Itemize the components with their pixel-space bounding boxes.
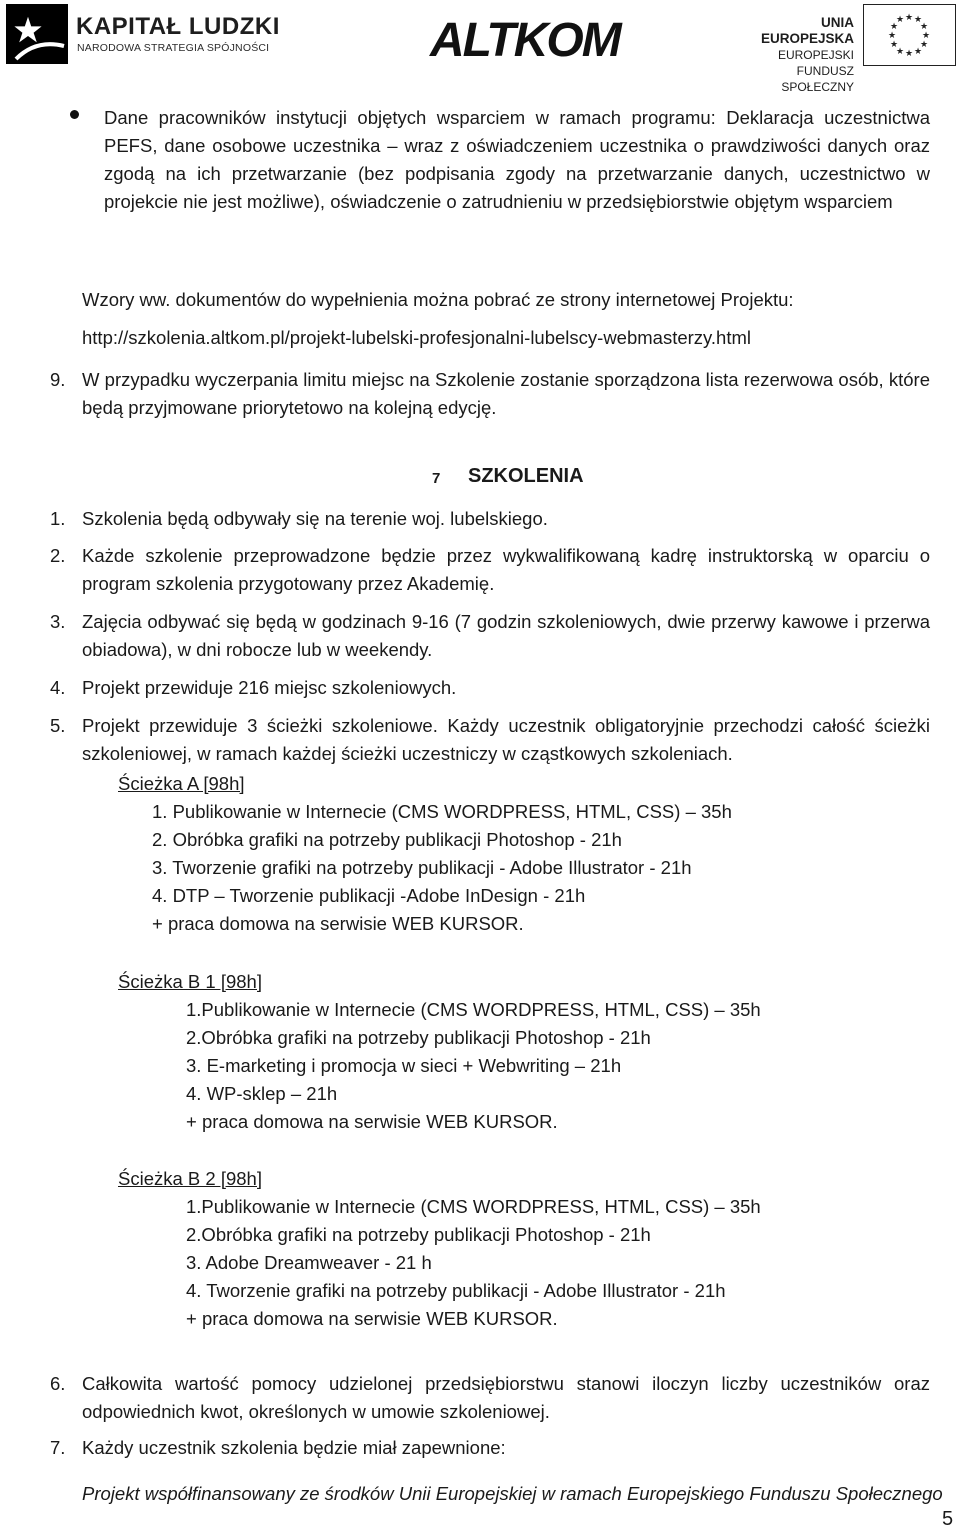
item-5-number: 5. — [50, 715, 66, 736]
item-5-text: Projekt przewiduje 3 ścieżki szkoleniowe. Każdy uczestnik obligatoryjnie przechodzi całość ścieżki szkoleniowej, w ramach każdej ścieżki uczestniczy w cząstkowych szkoleniach. — [82, 715, 930, 764]
eu-line-2: EUROPEJSKI — [777, 48, 854, 62]
altkom-logo: ALTKOM — [430, 14, 620, 67]
path-b1-line-1: 1.Publikowanie w Internecie (CMS WORDPRESS, HTML, CSS) – 35h — [186, 999, 761, 1020]
kapital-ludzki-title: KAPITAŁ LUDZKI — [76, 13, 280, 40]
path-b2-line-2: 2.Obróbka grafiki na potrzeby publikacji Photoshop - 21h — [186, 1224, 651, 1245]
path-a-line-1: 1. Publikowanie w Internecie (CMS WORDPRESS, HTML, CSS) – 35h — [152, 801, 732, 822]
path-a-line-2: 2. Obróbka grafiki na potrzeby publikacji Photoshop - 21h — [152, 829, 622, 850]
path-b2-homework: + praca domowa na serwisie WEB KURSOR. — [186, 1308, 558, 1329]
svg-text:★: ★ — [913, 47, 923, 57]
kapital-ludzki-subtitle: NARODOWA STRATEGIA SPÓJNOŚCI — [77, 42, 270, 54]
templates-text: Wzory ww. dokumentów do wypełnienia można pobrać ze strony internetowej Projektu: — [82, 289, 794, 310]
bullet-paragraph: Dane pracowników instytucji objętych wsparciem w ramach programu: Deklaracja uczestnictwa PEFS, dane osobowe uczestnika – wraz z oświadczeniem uczestnika o prawdziwości danych oraz zgodą na ich przetwarzanie (bez podpisania zgody na przetwarzanie danych, uczestnictwo w projekcie nie jest możliwe), oświadczenie o zatrudnieniu w przedsiębiorstwie objętym wsparciem — [104, 107, 930, 212]
item-6-text: Całkowita wartość pomocy udzielonej przedsiębiorstwu stanowi iloczyn liczby uczestników oraz odpowiednich kwot, określonych w umowie szkoleniowej. — [82, 1373, 930, 1422]
item-3-number: 3. — [50, 611, 66, 632]
item-2-text: Każde szkolenie przeprowadzone będzie przez wykwalifikowaną kadrę instruktorską w oparciu o program szkolenia przygotowany przez Akademię. — [82, 545, 930, 594]
item-9-number: 9. — [50, 369, 66, 390]
path-b1-line-4: 4. WP-sklep – 21h — [186, 1083, 338, 1104]
path-a-line-3: 3. Tworzenie grafiki na potrzeby publikacji - Adobe Illustrator - 21h — [152, 857, 692, 878]
svg-text:★: ★ — [889, 22, 899, 32]
path-a-homework: + praca domowa na serwisie WEB KURSOR. — [152, 913, 524, 934]
path-b2-line-1: 1.Publikowanie w Internecie (CMS WORDPRESS, HTML, CSS) – 35h — [186, 1196, 761, 1217]
svg-text:★: ★ — [904, 49, 914, 59]
item-9-text: W przypadku wyczerpania limitu miejsc na Szkolenie zostanie sporządzona lista rezerwowa osób, które będą przyjmowane priorytetowo na kolejną edycję. — [82, 369, 930, 418]
item-1-number: 1. — [50, 508, 66, 529]
item-4-number: 4. — [50, 677, 66, 698]
path-b1-line-3: 3. E-marketing i promocja w sieci + Webwriting – 21h — [186, 1055, 622, 1076]
eu-line-1: UNIA EUROPEJSKA — [760, 15, 854, 46]
svg-text:★: ★ — [919, 22, 929, 32]
svg-text:★: ★ — [919, 40, 929, 50]
item-7-text: Każdy uczestnik szkolenia będzie miał zapewnione: — [82, 1437, 506, 1458]
section-title: SZKOLENIA — [468, 465, 584, 487]
eu-line-3: FUNDUSZ SPOŁECZNY — [781, 64, 854, 94]
eu-flag-icon — [863, 4, 956, 66]
svg-text:★: ★ — [887, 31, 897, 41]
item-2-number: 2. — [50, 545, 66, 566]
svg-text:★: ★ — [889, 40, 899, 50]
section-number: 7 — [432, 470, 441, 487]
path-b2-title: Ścieżka B 2 [98h] — [118, 1168, 262, 1189]
path-a-line-4: 4. DTP – Tworzenie publikacji -Adobe InDesign - 21h — [152, 885, 586, 906]
item-4-text: Projekt przewiduje 216 miejsc szkoleniowych. — [82, 677, 457, 698]
templates-link[interactable]: http://szkolenia.altkom.pl/projekt-lubelski-profesjonalni-lubelscy-webmasterzy.html — [82, 327, 752, 348]
footer-funding-note: Projekt współfinansowany ze środków Unii Europejskiej w ramach Europejskiego Funduszu Społecznego — [82, 1483, 943, 1504]
kapital-ludzki-logo — [6, 4, 68, 64]
item-7-number: 7. — [50, 1437, 66, 1458]
path-b2-line-3: 3. Adobe Dreamweaver - 21 h — [186, 1252, 432, 1273]
path-b1-line-2: 2.Obróbka grafiki na potrzeby publikacji Photoshop - 21h — [186, 1027, 651, 1048]
star-figure-icon — [6, 4, 68, 64]
eu-fund-label — [736, 15, 854, 95]
item-6-number: 6. — [50, 1373, 66, 1394]
svg-text:★: ★ — [904, 13, 914, 23]
item-3-text: Zajęcia odbywać się będą w godzinach 9-16 (7 godzin szkoleniowych, dwie przerwy kawowe i przerwa obiadowa), w dni robocze lub w weekendy. — [82, 611, 930, 660]
svg-text:★: ★ — [913, 15, 923, 25]
svg-text:★: ★ — [895, 15, 905, 25]
path-b2-line-4: 4. Tworzenie grafiki na potrzeby publikacji - Adobe Illustrator - 21h — [186, 1280, 726, 1301]
path-b1-homework: + praca domowa na serwisie WEB KURSOR. — [186, 1111, 558, 1132]
svg-text:★: ★ — [895, 47, 905, 57]
bullet-icon — [70, 110, 79, 119]
page-number: 5 — [942, 1508, 954, 1530]
path-b1-title: Ścieżka B 1 [98h] — [118, 971, 262, 992]
path-a-title: Ścieżka A [98h] — [118, 773, 245, 794]
item-1-text: Szkolenia będą odbywały się na terenie woj. lubelskiego. — [82, 508, 548, 529]
svg-text:★: ★ — [921, 31, 931, 41]
